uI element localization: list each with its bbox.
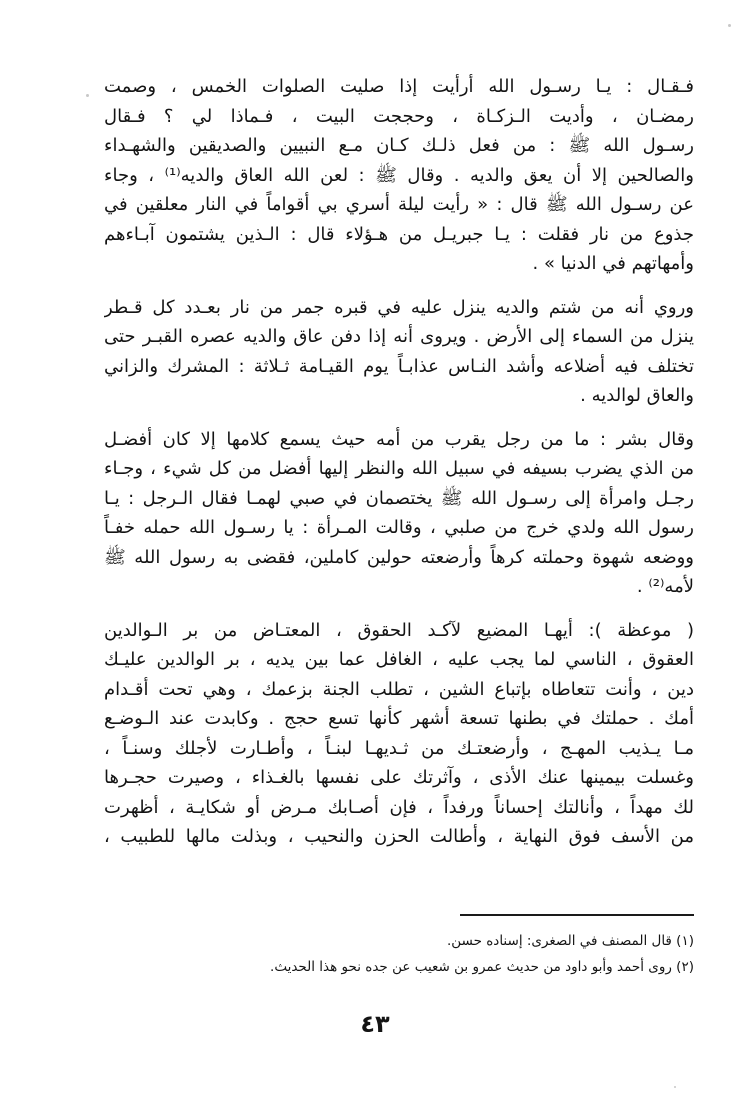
text-line: والعاق لوالديه .	[580, 385, 694, 406]
text-line: رجـل وامرأة إلى رسـول الله ﷺ يختصمان في صبي لهمـا فقال الـرجل : يـا	[104, 487, 694, 509]
text-line: من الأسف فوق النهاية ، وأطالت الحزن والنحيب ، وبذلت مالها للطبيب ،	[104, 826, 694, 847]
text-line: وأمهاتهم في الدنيا » .	[532, 253, 694, 274]
page-number: ٤٣	[360, 1010, 390, 1038]
text-line: لك مهداً ، وأنالتك إحساناً ورفداً ، فإن أصـابك مـرض أو شكايـة ، أظهرت	[104, 796, 694, 818]
paragraph-gap	[104, 279, 694, 293]
main-text	[104, 72, 694, 852]
scan-speck	[674, 1086, 676, 1088]
text-line: تختلف فيه أضلاعه وأشد النـاس عذابـاً يوم القيـامة ثـلاثة : المشرك والزاني	[104, 355, 694, 377]
text-line: لأمه⁽²⁾ .	[636, 576, 694, 597]
paragraph-gap	[104, 602, 694, 616]
text-line: أمك . حملتك في بطنها تسعة أشهر كأنها تسع حجج . وكابدت عند الـوضـع	[104, 708, 694, 729]
text-line: والصالحين إلا أن يعق والديه . وقال ﷺ : لعن الله العاق والديه⁽¹⁾ ، وجاء	[104, 164, 694, 186]
footnote-separator	[460, 914, 694, 916]
footnote: (١) قال المصنف في الصغرى: إسناده حسن.	[446, 933, 694, 949]
text-line: وروي أنه من شتم والديه ينزل عليه في قبره جمر من نار بعـدد كل قـطر	[104, 296, 694, 318]
text-line: عن رسـول الله ﷺ قال : « رأيت ليلة أسري بي أقواماً في النار معلقين في	[104, 194, 694, 215]
text-line: ( موعظة ): أيهـا المضيع لآكـد الحقوق ، المعتـاض من بر الـوالدين	[104, 619, 694, 641]
paragraph	[104, 616, 694, 852]
text-line: رمضـان ، وأديت الـزكـاة ، وحججت البيت ، فـماذا لي ؟ فـقال	[104, 105, 694, 127]
paragraph-gap	[104, 411, 694, 425]
text-line: العقوق ، الناسي لما يجب عليه ، الغافل عما بين يديه ، بر الوالدين عليـك	[104, 649, 694, 670]
scan-speck	[728, 24, 731, 27]
text-line: دين ، وأنت تتعاطاه بإتباع الشين ، تطلب الجنة بزعمك ، وهي تحت أقـدام	[104, 678, 694, 700]
text-line: من الذي يضرب بسيفه في سبيل الله والنظر إليها أفضل من كل شيء ، وجـاء	[104, 458, 694, 479]
text-line: ينزل من السماء إلى الأرض . ويروى أنه إذا دفن عاق والديه عصره القبـر حتى	[104, 326, 694, 347]
paragraph	[104, 293, 694, 411]
text-line: وغسلت بيمينها عنك الأذى ، وآثرتك على نفسها بالغـذاء ، وصيرت حجـرها	[104, 767, 694, 788]
text-line: فـقـال : يـا رسـول الله أرأيت إذا صليت الصلوات الخمس ، وصمت	[104, 76, 694, 97]
text-line: رسـول الله ﷺ : من فعل ذلـك كـان مـع النبيين والصديقين والشهـداء	[104, 135, 694, 156]
text-line: رسول الله ولدي خرج من صلبي ، وقالت المـرأة : يا رسـول الله حمله خفـاً	[104, 517, 694, 538]
text-line: جذوع من نار فقلت : يـا جبريـل من هـؤلاء قال : الـذين يشتمون آبـاءهم	[104, 223, 694, 245]
footnotes	[104, 928, 694, 980]
scan-speck	[86, 94, 89, 97]
text-line: وقال بشر : ما من رجل يقرب من أمه حيث يسمع كلامها إلا كان أفضـل	[104, 428, 694, 450]
paragraph	[104, 72, 694, 279]
footnote: (٢) روى أحمد وأبو داود من حديث عمرو بن شعيب عن جده نحو هذا الحديث.	[270, 959, 694, 975]
paragraph	[104, 425, 694, 602]
text-line: مـا يـذيب المهـج ، وأرضعتـك من ثـديهـا لبنـاً ، وأطـارت لأجلك وسنـاً ،	[104, 737, 694, 759]
text-line: ووضعه شهوة وحملته كرهاً وأرضعته حولين كاملين، فقضى به رسول الله ﷺ	[104, 546, 694, 568]
